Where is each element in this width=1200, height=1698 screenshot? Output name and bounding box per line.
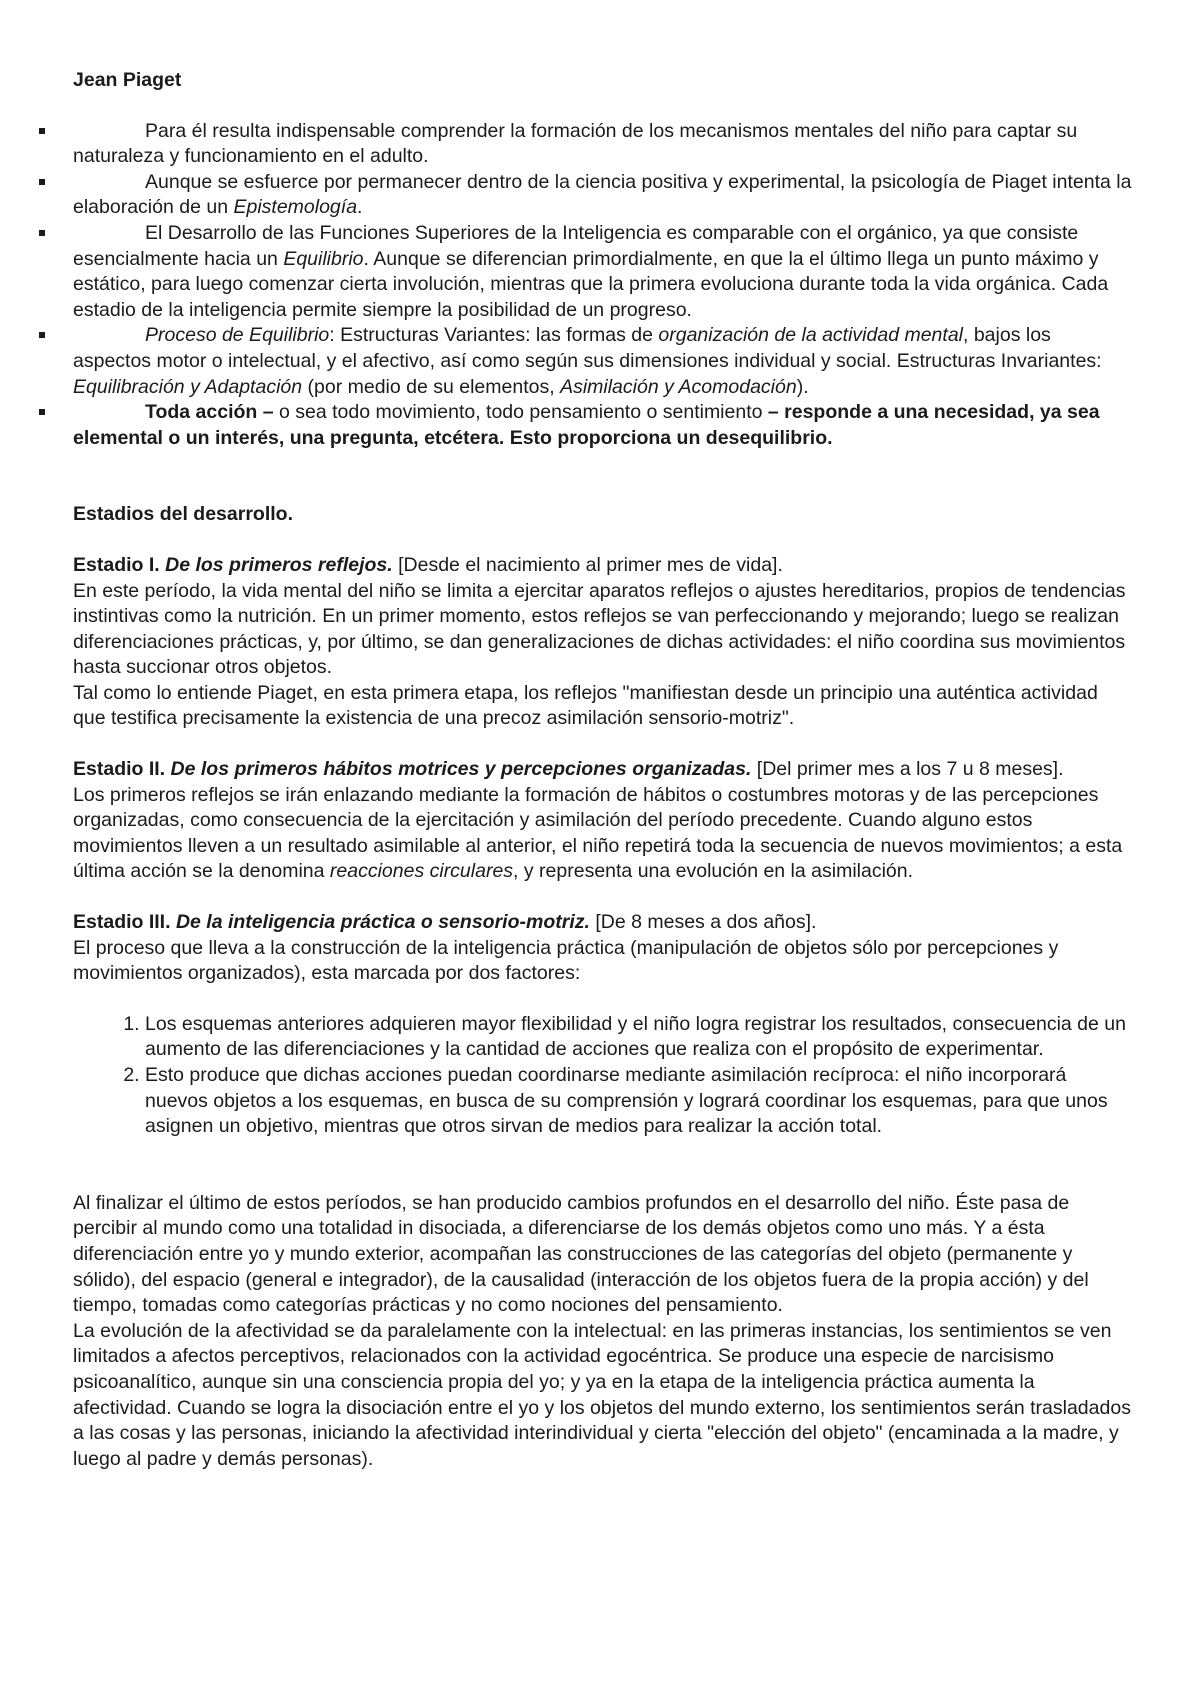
bold-text: Toda acción – <box>145 401 280 424</box>
italic-term: Equilibración y Adaptación <box>73 375 303 398</box>
bullet-text: (por medio de su elementos, <box>302 375 561 398</box>
bold-text: – responde a una necesidad, ya sea elemental o un interés, una pregunta, etcétera. Esto proporciona un desequilibrio. <box>73 401 1100 449</box>
italic-term: Proceso de Equilibrio <box>145 324 330 347</box>
stage-label: Estadio II. <box>73 758 166 781</box>
bullet-item <box>73 400 1133 451</box>
stage-range: [Desde el nacimiento al primer mes de vida]. <box>392 553 783 576</box>
numbered-item: 2. Esto produce que dichas acciones puedan coordinarse mediante asimilación recíproca: el niño incorporará nuevos objetos a los esquemas, en busca de su comprensión y logrará coordinar los esquemas, para que unos asignen un objetivo, mientras que otros sirvan de medios para realizar la acción total. <box>145 1063 1133 1140</box>
italic-term: Equilibrio <box>283 247 364 270</box>
numbered-item: 1. Los esquemas anteriores adquieren mayor flexibilidad y el niño logra registrar los resultados, consecuencia de un aumento de las diferenciaciones y la cantidad de acciones que realiza con el propósito de experimentar. <box>145 1012 1133 1063</box>
stage-heading <box>73 757 1133 783</box>
stage-label: Estadio I. <box>73 553 160 576</box>
section-title: Estadios del desarrollo. <box>73 503 293 526</box>
bullet-text: . <box>357 196 363 219</box>
stage-range: [De 8 meses a dos años]. <box>589 911 817 934</box>
stage-range: [Del primer mes a los 7 u 8 meses]. <box>751 758 1064 781</box>
document-page <box>73 68 1133 1472</box>
paragraph: El proceso que lleva a la construcción de la inteligencia práctica (manipulación de objetos sólo por percepciones y movimientos organizados), esta marcada por dos factores: <box>73 936 1059 985</box>
bullet-text: Para él resulta indispensable comprender la formación de los mecanismos mentales del niño para captar su naturaleza y funcionamiento en el adulto. <box>73 119 1078 168</box>
bullet-text: El Desarrollo de las Funciones Superiores de la Inteligencia es comparable con el orgánico, ya que consiste esencialmente hacia un <box>73 221 1079 270</box>
bullet-item <box>73 119 1133 170</box>
bullet-item <box>73 170 1133 221</box>
bullet-text: : Estructuras Variantes: las formas de <box>329 324 659 347</box>
italic-term: Asimilación y Acomodación <box>560 375 797 398</box>
paragraph: La evolución de la afectividad se da paralelamente con la intelectual: en las primeras instancias, los sentimientos se ven limitados a afectos perceptivos, relacionados con la actividad egocéntrica. Se produce una especie de narcisismo psicoanalítico, aunque sin una consciencia propia del yo; y ya en la etapa de la inteligencia práctica aumenta la afectividad. Cuando se logra la disociación entre el yo y los objetos del mundo externo, los sentimientos serán trasladados a las cosas y las personas, iniciando la afectividad interindividual y cierta "elección del objeto" (encaminada a la madre, y luego al padre y demás personas). <box>73 1319 1131 1470</box>
bullet-text: o sea todo movimiento, todo pensamiento o sentimiento <box>279 401 768 424</box>
paragraph <box>73 783 1133 885</box>
numbered-list <box>73 1012 1133 1140</box>
paragraph: En este período, la vida mental del niño se limita a ejercitar aparatos reflejos o ajustes hereditarios, propios de tendencias instintivas como la nutrición. En un primer momento, estos reflejos se van perfeccionando y mejorando; luego se realizan diferenciaciones prácticas, y, por último, se dan generalizaciones de dichas actividades: el niño coordina sus movimientos hasta succionar otros objetos. <box>73 579 1126 679</box>
bullet-item <box>73 221 1133 323</box>
stage-label: Estadio III. <box>73 911 171 934</box>
stage-heading <box>73 910 1133 936</box>
bullet-text: , bajos los aspectos motor o intelectual, y el afectivo, así como según sus dimensiones individual y social. Estructuras Invariantes: <box>73 324 1102 372</box>
document-title: Jean Piaget <box>73 69 182 91</box>
paragraph: Al finalizar el último de estos períodos, se han producido cambios profundos en el desarrollo del niño. Éste pasa de percibir al mundo como una totalidad in disociada, a diferenciarse de los demás objetos como uno más. Y a ésta diferenciación entre yo y mundo exterior, acompañan las construcciones de las categorías del objeto (permanente y sólido), del espacio (general e integrador), de la causalidad (interacción de los objetos fuera de la propia acción) y del tiempo, tomadas como categorías prácticas y no como nociones del pensamiento. <box>73 1191 1089 1317</box>
italic-term: reacciones circulares <box>329 860 514 883</box>
bullet-item <box>73 323 1133 400</box>
paragraph-text: Los primeros reflejos se irán enlazando mediante la formación de hábitos o costumbres motoras y de las percepciones organizadas, como consecuencia de la ejercitación y asimilación del período precedente. Cuando alguno estos movimientos lleven a un resultado asimilable al anterior, el niño repetirá toda la secuencia de nuevos movimientos; a esta última acción se la denomina <box>73 783 1123 883</box>
bullet-text: ). <box>796 375 809 398</box>
stage-name: De los primeros reflejos. <box>165 553 393 576</box>
bullet-list <box>73 119 1133 452</box>
paragraph: Tal como lo entiende Piaget, en esta primera etapa, los reflejos "manifiestan desde un principio una auténtica actividad que testifica precisamente la existencia de una precoz asimilación sensorio-motriz". <box>73 681 1098 730</box>
italic-term: organización de la actividad mental <box>658 324 963 347</box>
paragraph-text: , y representa una evolución en la asimilación. <box>513 860 914 883</box>
stage-heading <box>73 553 1133 579</box>
stage-name: De los primeros hábitos motrices y percepciones organizadas. <box>170 758 752 781</box>
bullet-text: . Aunque se diferencian primordialmente, en que la el último llega un punto máximo y estático, para luego comenzar cierta involución, mientras que la primera evoluciona durante toda la vida orgánica. Cada estadio de la inteligencia permite siempre la posibilidad de un progreso. <box>73 247 1109 321</box>
italic-term: Epistemología <box>233 196 358 219</box>
bullet-text: Aunque se esfuerce por permanecer dentro de la ciencia positiva y experimental, la psicología de Piaget intenta la elaboración de un <box>73 170 1132 219</box>
stage-name: De la inteligencia práctica o sensorio-motriz. <box>175 911 590 934</box>
